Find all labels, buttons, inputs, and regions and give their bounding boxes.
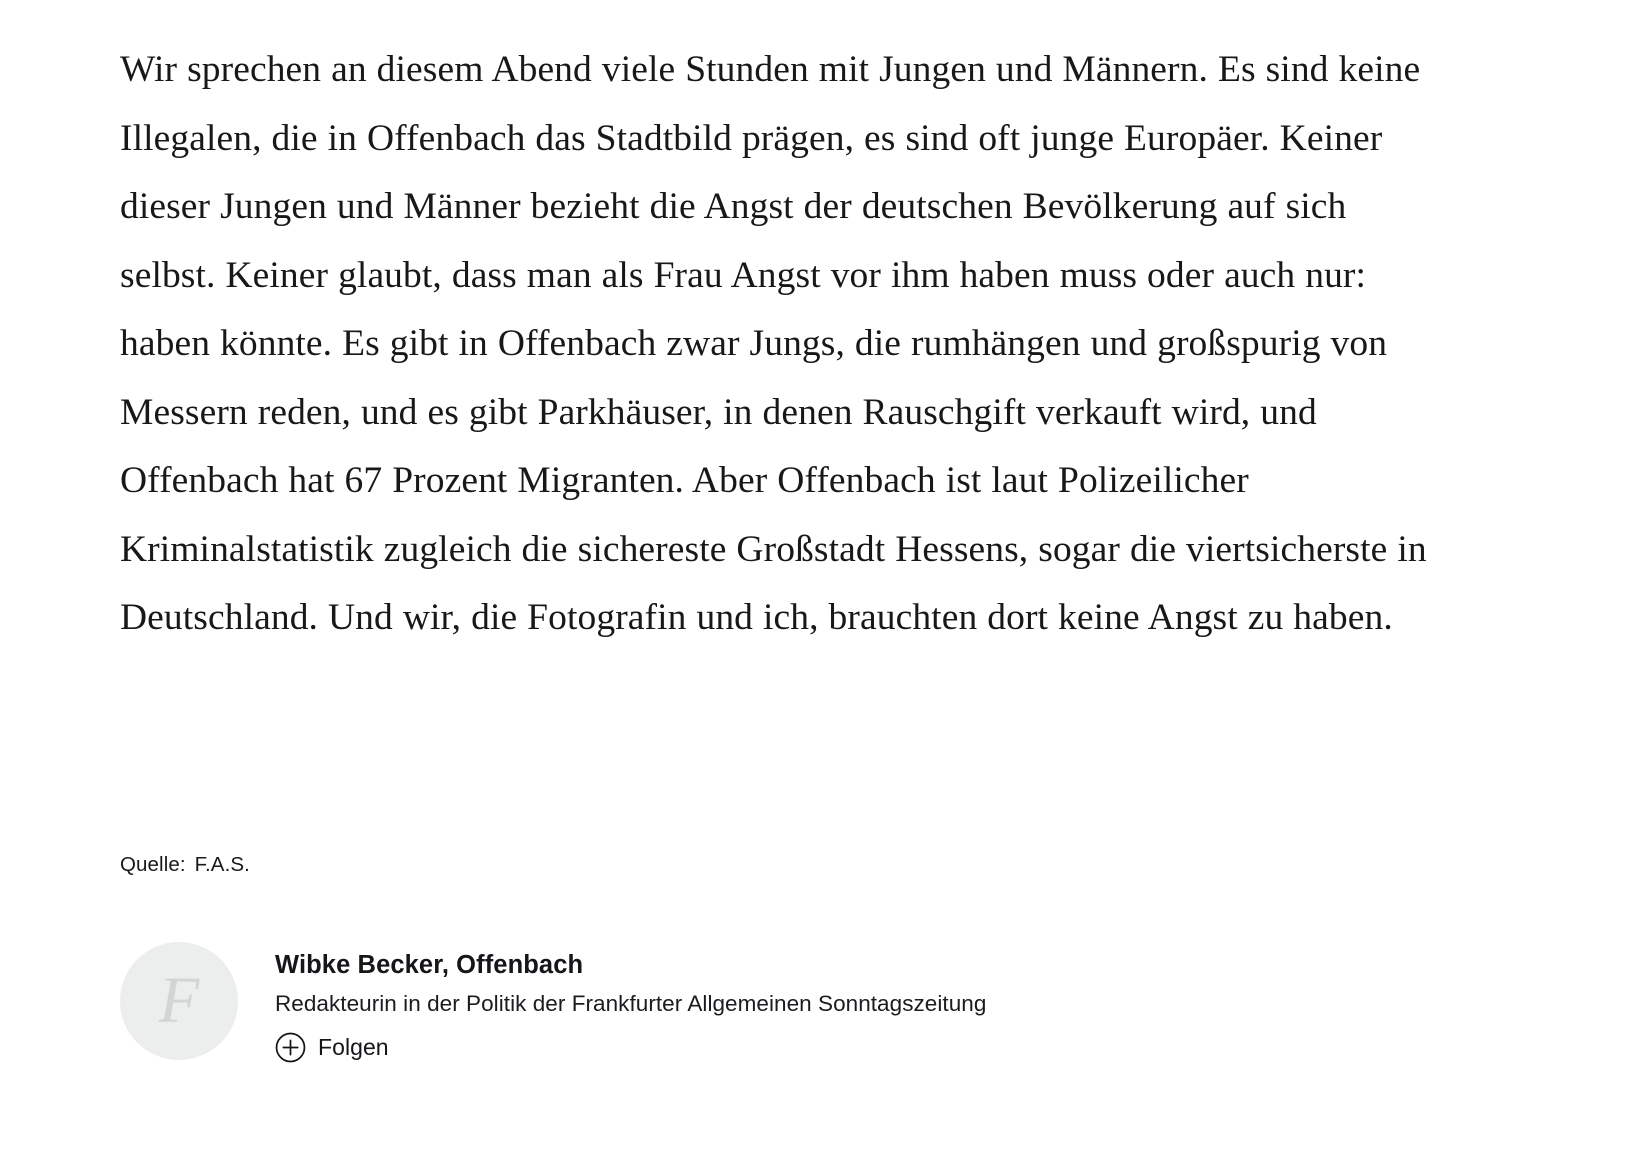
author-block <box>120 938 1450 1063</box>
article-body <box>120 36 1450 653</box>
faz-logo-icon: F <box>158 964 200 1037</box>
author-role: Redakteurin in der Politik der Frankfurter Allgemeinen Sonntagszeitung <box>275 990 987 1016</box>
source-label: Quelle: <box>120 853 186 876</box>
avatar <box>120 942 238 1060</box>
article-paragraph: Wir sprechen an diesem Abend viele Stunden mit Jungen und Männern. Es sind keine Illegalen, die in Offenbach das Stadtbild prägen, es sind oft junge Europäer. Keiner dieser Jungen und Männer bezieht die Angst der deutschen Bevölkerung auf sich selbst. Keiner glaubt, dass man als Frau Angst vor ihm haben muss oder auch nur: haben könnte. Es gibt in Offenbach zwar Jungs, die rumhängen und großspurig von Messern reden, und es gibt Parkhäuser, in denen Rauschgift verkauft wird, und Offenbach hat 67 Prozent Migranten. Aber Offenbach ist laut Polizeilicher Kriminalstatistik zugleich die sichereste Großstadt Hessens, sogar die viertsicherste in Deutschland. Und wir, die Fotografin und ich, brauchten dort keine Angst zu haben. <box>120 49 1427 638</box>
author-name: Wibke Becker, Offenbach <box>275 951 584 979</box>
follow-label: Folgen <box>318 1034 389 1061</box>
author-info <box>275 938 986 1063</box>
source-line <box>120 853 250 877</box>
plus-circle-icon <box>275 1032 306 1063</box>
source-value: F.A.S. <box>194 853 250 876</box>
follow-button[interactable] <box>275 1032 389 1063</box>
